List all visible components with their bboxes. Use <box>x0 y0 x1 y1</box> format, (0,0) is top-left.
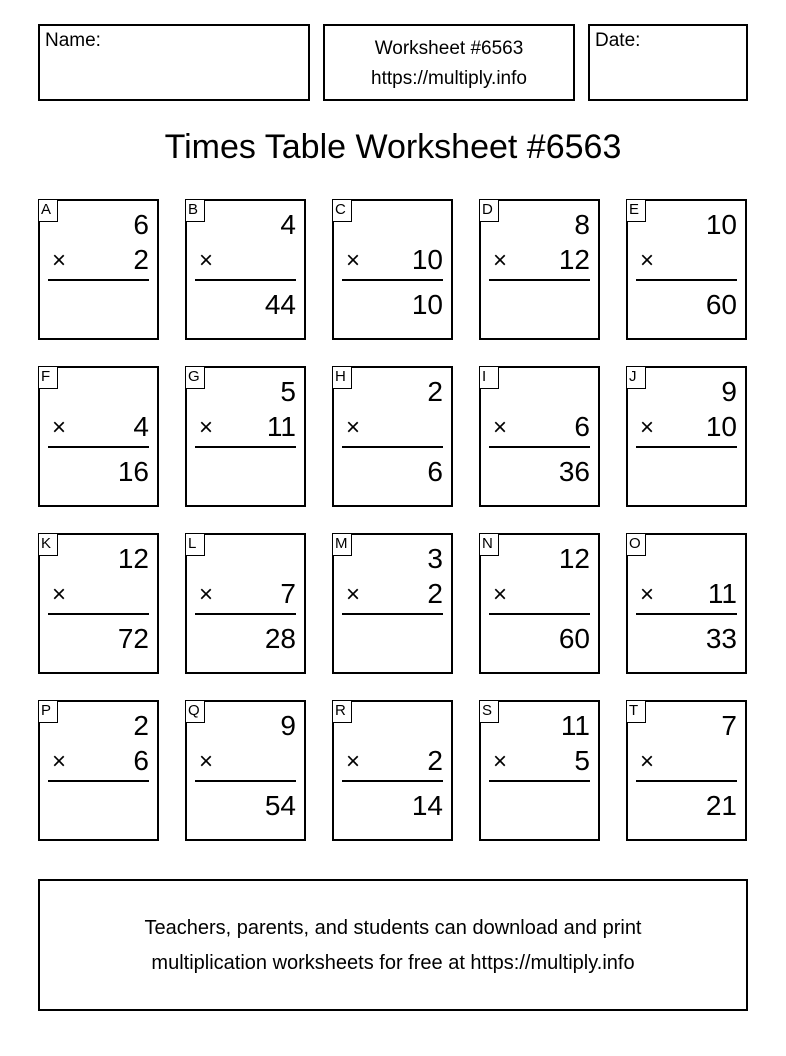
problem-letter: P <box>38 700 58 723</box>
multiplicand: 8 <box>574 209 590 240</box>
problem-card <box>38 533 159 674</box>
footer-line-2: multiplication worksheets for free at https://multiply.info <box>151 952 635 974</box>
multiplicand: 3 <box>427 543 443 574</box>
times-sign: × <box>640 247 655 274</box>
product: 60 <box>558 623 590 654</box>
problem-letter: M <box>332 533 352 556</box>
product: 6 <box>427 456 443 487</box>
answer-line <box>342 279 443 281</box>
multiplier: 4 <box>133 411 149 442</box>
problem-letter: S <box>479 700 499 723</box>
answer-line <box>195 780 296 782</box>
problem-letter: R <box>332 700 352 723</box>
answer-line <box>342 446 443 448</box>
times-sign: × <box>346 247 361 274</box>
problem-letter: H <box>332 366 352 389</box>
times-sign: × <box>52 581 67 608</box>
name-label: Name: <box>45 30 101 51</box>
problem-letter: I <box>479 366 499 389</box>
problem-letter: G <box>185 366 205 389</box>
problem-card <box>479 700 600 841</box>
problem-card <box>479 366 600 507</box>
problem-card <box>626 199 747 340</box>
problem-card <box>479 199 600 340</box>
footer-line-1: Teachers, parents, and students can download and print <box>144 917 642 939</box>
multiplicand: 12 <box>117 543 149 574</box>
problem-card <box>38 199 159 340</box>
multiplicand: 5 <box>280 376 296 407</box>
problem-letter: C <box>332 199 352 222</box>
answer-line <box>342 780 443 782</box>
answer-line <box>636 446 737 448</box>
multiplicand: 10 <box>705 209 737 240</box>
multiplier: 10 <box>411 244 443 275</box>
times-sign: × <box>640 581 655 608</box>
multiplier: 12 <box>558 244 590 275</box>
problem-card <box>38 700 159 841</box>
problem-letter: B <box>185 199 205 222</box>
problem-letter: T <box>626 700 646 723</box>
problem-letter: A <box>38 199 58 222</box>
multiplier: 7 <box>280 578 296 609</box>
problem-card <box>626 533 747 674</box>
answer-line <box>489 446 590 448</box>
product: 33 <box>705 623 737 654</box>
date-label: Date: <box>595 30 641 51</box>
multiplier: 5 <box>574 745 590 776</box>
answer-line <box>48 613 149 615</box>
multiplicand: 9 <box>280 710 296 741</box>
problem-letter: O <box>626 533 646 556</box>
multiplier: 11 <box>707 578 737 609</box>
answer-line <box>48 780 149 782</box>
problem-card <box>185 700 306 841</box>
times-sign: × <box>346 581 361 608</box>
problem-card <box>185 533 306 674</box>
product: 44 <box>264 289 296 320</box>
worksheet-url: https://multiply.info <box>371 68 527 89</box>
times-sign: × <box>52 414 67 441</box>
product: 16 <box>117 456 149 487</box>
problem-card <box>38 366 159 507</box>
problem-card <box>185 199 306 340</box>
times-sign: × <box>493 748 508 775</box>
product: 72 <box>117 623 149 654</box>
multiplicand: 2 <box>133 710 149 741</box>
times-sign: × <box>640 748 655 775</box>
answer-line <box>342 613 443 615</box>
answer-line <box>636 279 737 281</box>
multiplicand: 9 <box>721 376 737 407</box>
answer-line <box>195 279 296 281</box>
answer-line <box>48 446 149 448</box>
times-sign: × <box>493 414 508 441</box>
problem-letter: F <box>38 366 58 389</box>
multiplicand: 12 <box>558 543 590 574</box>
problem-letter: L <box>185 533 205 556</box>
times-sign: × <box>199 581 214 608</box>
multiplier: 2 <box>133 244 149 275</box>
product: 28 <box>264 623 296 654</box>
problem-letter: K <box>38 533 58 556</box>
multiplier: 6 <box>133 745 149 776</box>
product: 10 <box>411 289 443 320</box>
answer-line <box>489 780 590 782</box>
times-sign: × <box>346 748 361 775</box>
answer-line <box>489 279 590 281</box>
answer-line <box>195 613 296 615</box>
answer-line <box>48 279 149 281</box>
times-sign: × <box>52 748 67 775</box>
multiplicand: 11 <box>560 710 590 741</box>
problem-card <box>626 700 747 841</box>
problem-card <box>332 366 453 507</box>
answer-line <box>636 780 737 782</box>
problem-card <box>185 366 306 507</box>
answer-line <box>489 613 590 615</box>
product: 60 <box>705 289 737 320</box>
multiplier: 2 <box>427 745 443 776</box>
product: 14 <box>411 790 443 821</box>
times-sign: × <box>52 247 67 274</box>
multiplicand: 7 <box>721 710 737 741</box>
problem-card <box>332 533 453 674</box>
problem-letter: N <box>479 533 499 556</box>
problem-letter: E <box>626 199 646 222</box>
multiplier: 6 <box>574 411 590 442</box>
footer-box <box>38 879 748 1011</box>
multiplier: 2 <box>427 578 443 609</box>
times-sign: × <box>640 414 655 441</box>
problem-letter: Q <box>185 700 205 723</box>
problem-card <box>626 366 747 507</box>
times-sign: × <box>199 748 214 775</box>
multiplier: 10 <box>705 411 737 442</box>
problem-letter: J <box>626 366 646 389</box>
problem-letter: D <box>479 199 499 222</box>
times-sign: × <box>493 581 508 608</box>
product: 36 <box>558 456 590 487</box>
times-sign: × <box>199 414 214 441</box>
problem-card <box>332 199 453 340</box>
answer-line <box>636 613 737 615</box>
times-sign: × <box>493 247 508 274</box>
multiplicand: 6 <box>133 209 149 240</box>
problem-card <box>332 700 453 841</box>
page-title: Times Table Worksheet #6563 <box>164 128 622 166</box>
worksheet-number: Worksheet #6563 <box>374 38 524 59</box>
product: 54 <box>264 790 296 821</box>
problem-card <box>479 533 600 674</box>
product: 21 <box>705 790 737 821</box>
answer-line <box>195 446 296 448</box>
multiplicand: 4 <box>280 209 296 240</box>
multiplicand: 2 <box>427 376 443 407</box>
multiplier: 11 <box>266 411 296 442</box>
times-sign: × <box>346 414 361 441</box>
times-sign: × <box>199 247 214 274</box>
